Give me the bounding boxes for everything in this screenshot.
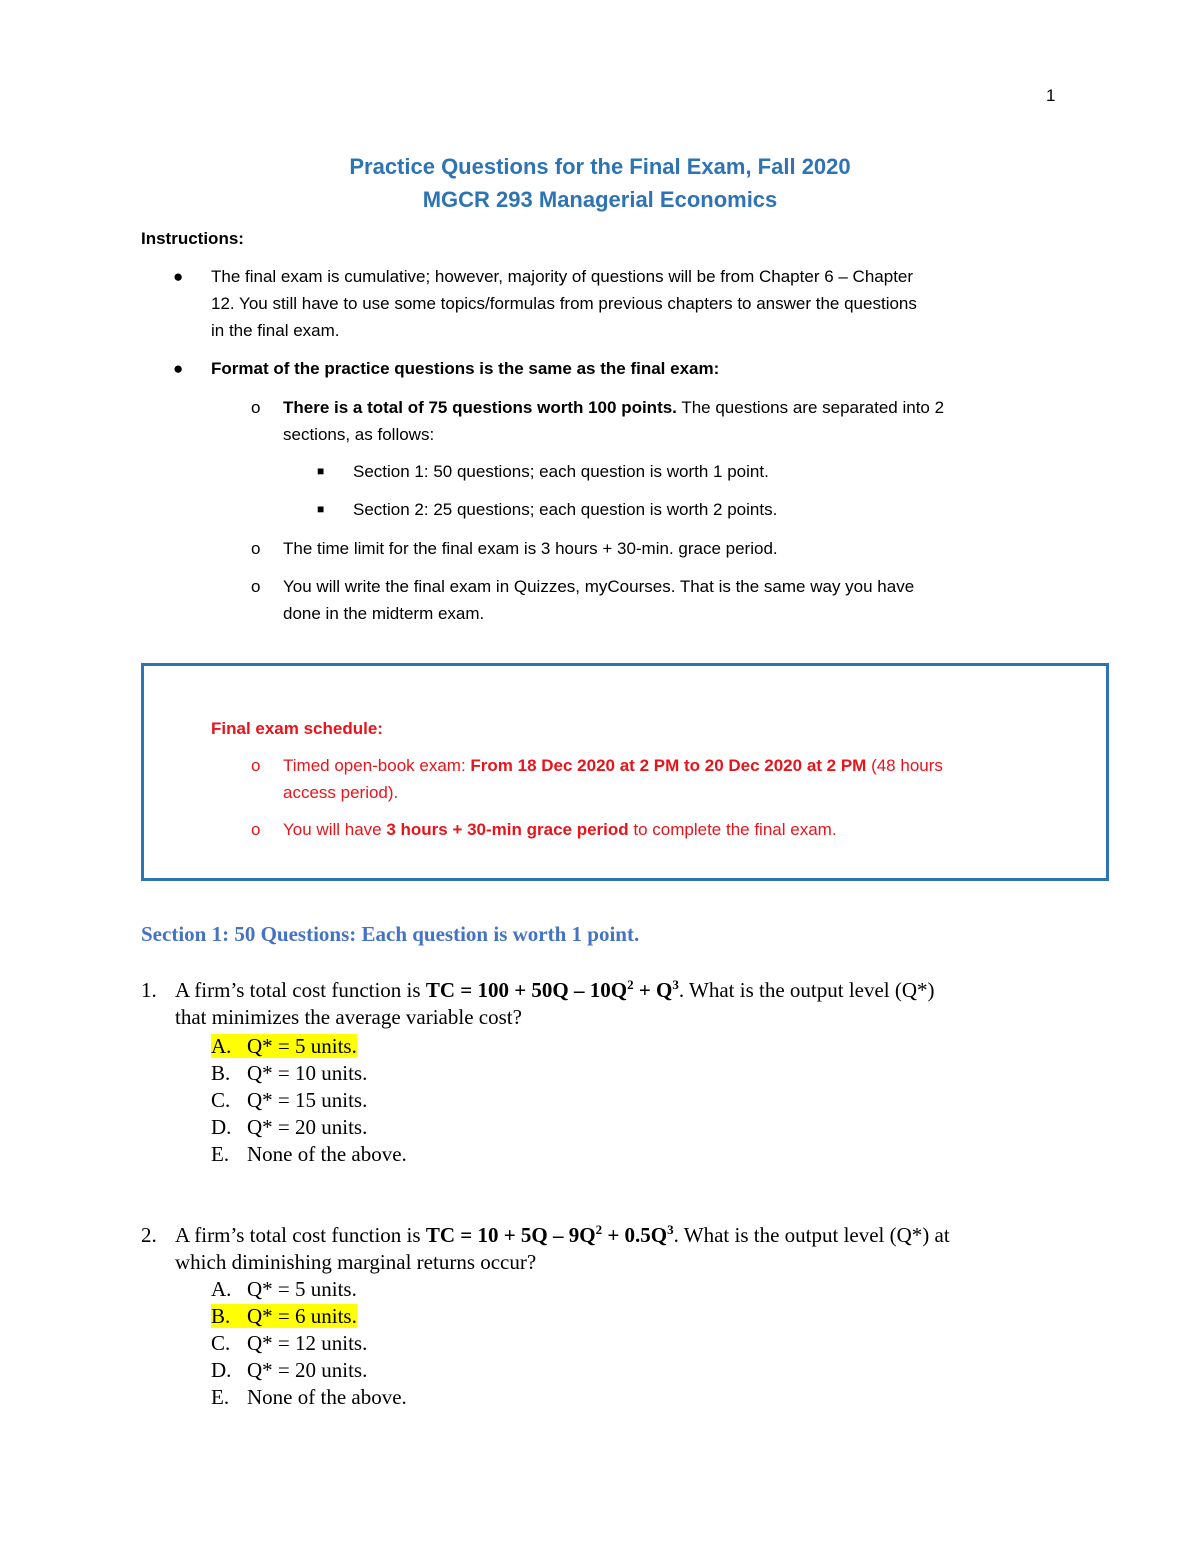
option-letter: C. xyxy=(211,1331,231,1355)
option-text: Q* = 5 units. xyxy=(247,1277,357,1301)
schedule-item-2 xyxy=(251,816,837,843)
circle-bullet-icon: o xyxy=(251,539,261,558)
option-letter: B. xyxy=(211,1304,231,1328)
question-2-formula: TC = 10 + 5Q – 9Q xyxy=(425,1223,596,1247)
option-text: Q* = 15 units. xyxy=(247,1088,368,1112)
question-1-text xyxy=(175,977,935,1031)
instruction-sub-3-line-1: You will write the final exam in Quizzes, myCourses. That is the same way you have xyxy=(283,577,915,596)
schedule-item-1-post: (48 hours xyxy=(866,756,943,775)
question-2-text xyxy=(175,1222,950,1276)
question-1-formula: TC = 100 + 50Q – 10Q xyxy=(425,978,628,1002)
circle-bullet-icon: o xyxy=(251,820,261,839)
question-2-exp-1: 2 xyxy=(595,1222,603,1237)
circle-bullet-icon: o xyxy=(251,398,261,417)
section-2-item xyxy=(317,496,778,523)
document-title xyxy=(0,150,1200,216)
page-number: 1 xyxy=(1046,86,1056,105)
schedule-item-2-bold: 3 hours + 30-min grace period xyxy=(386,820,629,839)
instruction-bullet-1-line-3: in the final exam. xyxy=(211,321,340,340)
instructions-heading: Instructions: xyxy=(141,229,244,248)
schedule-item-1-line-2: access period). xyxy=(283,783,399,802)
instruction-bullet-2-text: Format of the practice questions is the same as the final exam: xyxy=(211,359,720,378)
circle-bullet-icon: o xyxy=(251,577,261,596)
option-text: Q* = 20 units. xyxy=(247,1115,368,1139)
question-2-line-2: which diminishing marginal returns occur? xyxy=(175,1250,537,1274)
instruction-sub-1-bold: There is a total of 75 questions worth 100 points. xyxy=(283,398,677,417)
option-letter: D. xyxy=(211,1358,232,1382)
option-letter: C. xyxy=(211,1088,231,1112)
square-bullet-icon: ■ xyxy=(317,502,325,516)
instruction-sub-1 xyxy=(251,394,945,448)
instruction-sub-2-text: The time limit for the final exam is 3 hours + 30-min. grace period. xyxy=(283,539,778,558)
instruction-bullet-1 xyxy=(173,263,917,344)
instruction-sub-3-line-2: done in the midterm exam. xyxy=(283,604,485,623)
question-1-pre: A firm’s total cost function is xyxy=(175,978,426,1002)
question-2-option-d[interactable] xyxy=(211,1357,367,1384)
question-2-exp-2: 3 xyxy=(667,1222,674,1237)
question-1-option-b[interactable] xyxy=(211,1060,367,1087)
option-text: None of the above. xyxy=(247,1385,407,1409)
question-1-option-a[interactable] xyxy=(211,1033,357,1060)
option-letter: A. xyxy=(211,1277,232,1301)
bullet-dot-icon: ● xyxy=(173,267,184,286)
schedule-item-2-post: to complete the final exam. xyxy=(628,820,837,839)
question-2-pre: A firm’s total cost function is xyxy=(175,1223,426,1247)
question-1-option-d[interactable] xyxy=(211,1114,367,1141)
question-1-post: . What is the output level (Q*) xyxy=(678,978,935,1002)
option-letter: E. xyxy=(211,1142,230,1166)
question-2-formula-mid: + 0.5Q xyxy=(602,1223,668,1247)
title-line-1: Practice Questions for the Final Exam, Fall 2020 xyxy=(349,154,851,179)
title-line-2: MGCR 293 Managerial Economics xyxy=(422,187,778,212)
section-1-item-text: Section 1: 50 questions; each question is worth 1 point. xyxy=(353,462,769,481)
schedule-item-1-pre: Timed open-book exam: xyxy=(283,756,471,775)
question-2-option-e[interactable] xyxy=(211,1384,407,1411)
schedule-item-1-bold: From 18 Dec 2020 at 2 PM to 20 Dec 2020 at 2 PM xyxy=(470,756,867,775)
option-text: Q* = 6 units. xyxy=(247,1304,357,1328)
schedule-item-1 xyxy=(251,752,943,806)
question-2-post: . What is the output level (Q*) at xyxy=(673,1223,950,1247)
question-1-option-c[interactable] xyxy=(211,1087,367,1114)
bullet-dot-icon: ● xyxy=(173,359,184,378)
question-1-exp-1: 2 xyxy=(627,977,634,992)
option-text: None of the above. xyxy=(247,1142,407,1166)
question-2-option-b[interactable] xyxy=(211,1303,357,1330)
question-1-number: 1. xyxy=(141,978,157,1002)
instruction-bullet-1-line-2: 12. You still have to use some topics/formulas from previous chapters to answer the questions xyxy=(211,294,917,313)
section-2-item-text: Section 2: 25 questions; each question is worth 2 points. xyxy=(353,500,778,519)
question-2-option-a[interactable] xyxy=(211,1276,357,1303)
question-2-number: 2. xyxy=(141,1223,157,1247)
section-1-item xyxy=(317,458,769,485)
instruction-bullet-2 xyxy=(173,355,720,382)
option-letter: E. xyxy=(211,1385,230,1409)
square-bullet-icon: ■ xyxy=(317,464,325,478)
instruction-sub-2 xyxy=(251,535,778,562)
section-heading: Section 1: 50 Questions: Each question is worth 1 point. xyxy=(141,922,640,946)
option-letter: D. xyxy=(211,1115,232,1139)
question-1-option-e[interactable] xyxy=(211,1141,407,1168)
question-1-exp-2: 3 xyxy=(672,977,679,992)
option-text: Q* = 12 units. xyxy=(247,1331,368,1355)
option-text: Q* = 10 units. xyxy=(247,1061,368,1085)
schedule-heading: Final exam schedule: xyxy=(211,719,383,738)
instruction-bullet-1-line-1: The final exam is cumulative; however, majority of questions will be from Chapter 6 – Chapter xyxy=(211,267,914,286)
instruction-sub-3 xyxy=(251,573,915,627)
instruction-sub-1-line-2: sections, as follows: xyxy=(283,425,435,444)
question-1-line-2: that minimizes the average variable cost? xyxy=(175,1005,522,1029)
question-1-formula-mid: + Q xyxy=(633,978,673,1002)
instruction-sub-1-rest: The questions are separated into 2 xyxy=(676,398,945,417)
option-text: Q* = 20 units. xyxy=(247,1358,368,1382)
option-text: Q* = 5 units. xyxy=(247,1034,357,1058)
schedule-item-2-pre: You will have xyxy=(283,820,387,839)
question-2-option-c[interactable] xyxy=(211,1330,367,1357)
circle-bullet-icon: o xyxy=(251,756,261,775)
option-letter: B. xyxy=(211,1061,231,1085)
option-letter: A. xyxy=(211,1034,232,1058)
